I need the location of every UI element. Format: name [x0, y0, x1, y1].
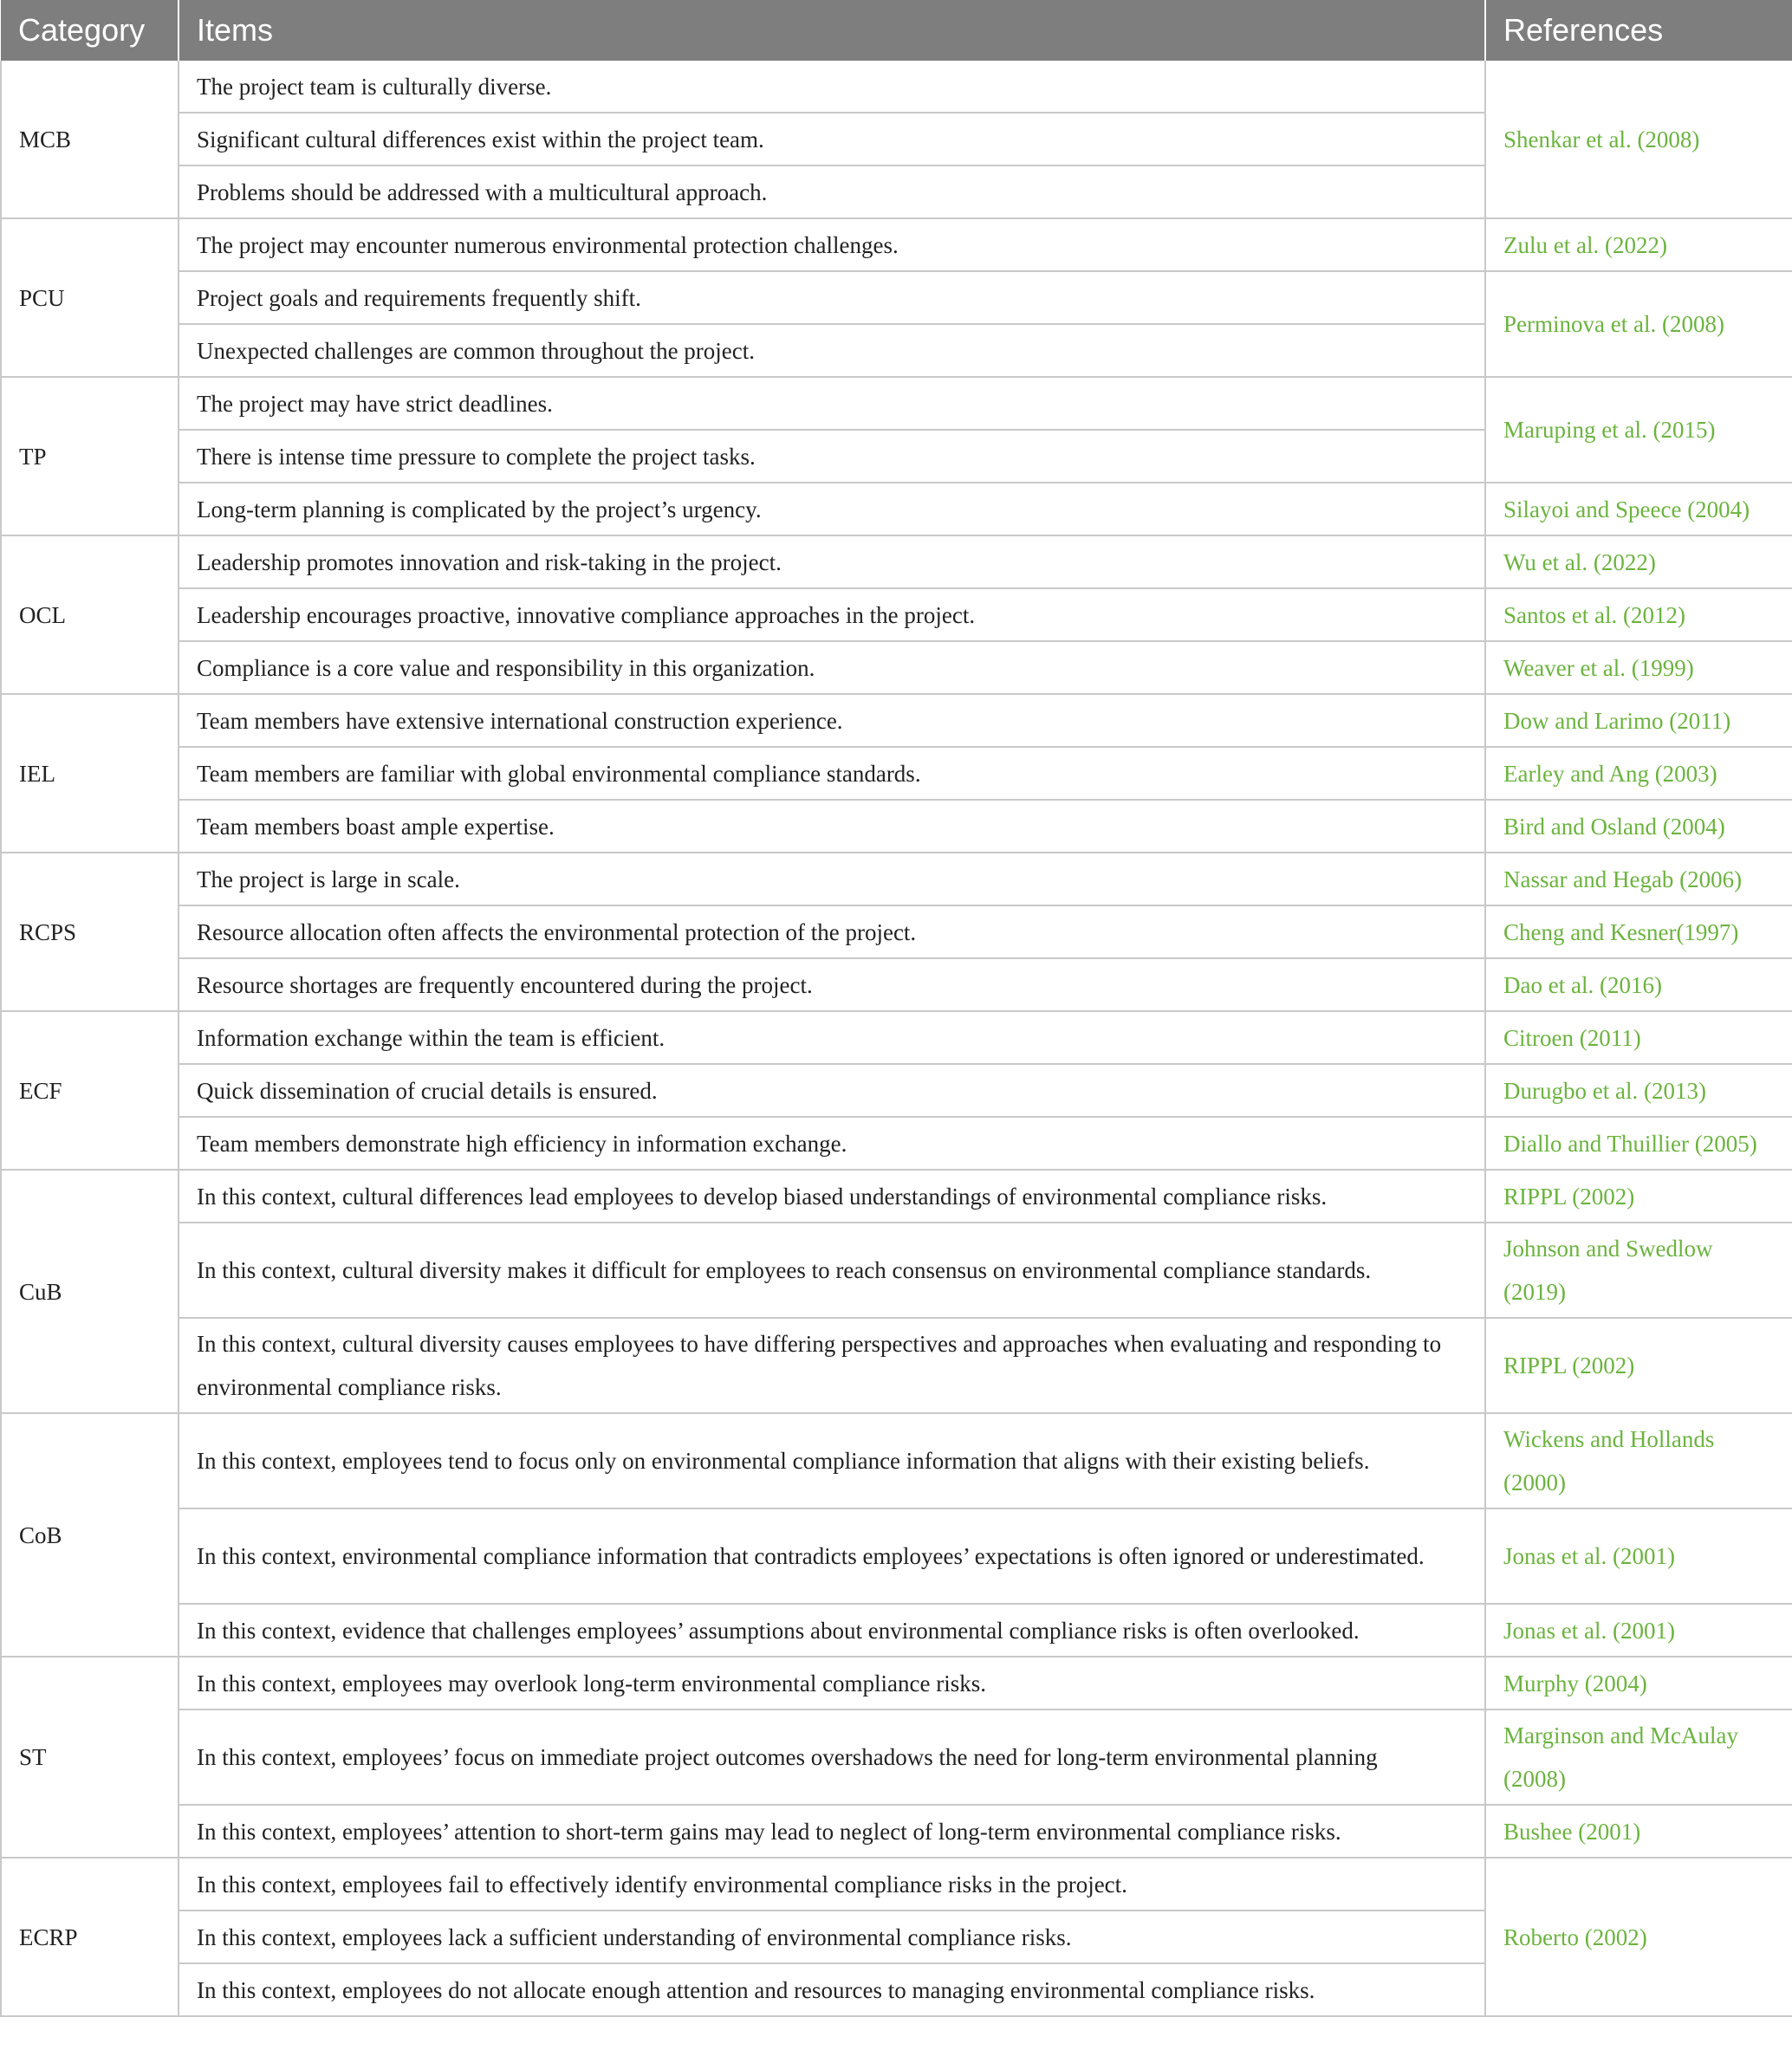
table-row: [1, 1709, 1792, 1805]
item-cell: Team members demonstrate high efficiency in information exchange.: [179, 1117, 1485, 1170]
item-cell: In this context, employees may overlook long-term environmental compliance risks.: [179, 1657, 1485, 1709]
reference-link[interactable]: Zulu et al. (2022): [1485, 218, 1792, 271]
reference-link[interactable]: RIPPL (2002): [1485, 1170, 1792, 1223]
table-row: [1, 535, 1792, 588]
category-cell: IEL: [1, 694, 179, 853]
header-category: Category: [1, 0, 179, 61]
category-cell: ST: [1, 1657, 179, 1858]
table-row: [1, 1318, 1792, 1413]
category-cell: CuB: [1, 1170, 179, 1413]
category-cell: MCB: [1, 61, 179, 218]
item-cell: In this context, evidence that challenges employees’ assumptions about environmental compliance risks is often overlooked.: [179, 1604, 1485, 1657]
item-cell: Team members are familiar with global environmental compliance standards.: [179, 747, 1485, 800]
item-cell: Information exchange within the team is efficient.: [179, 1011, 1485, 1064]
item-cell: Resource shortages are frequently encountered during the project.: [179, 958, 1485, 1011]
reference-link[interactable]: Nassar and Hegab (2006): [1485, 853, 1792, 905]
table-row: [1, 958, 1792, 1011]
item-cell: Leadership promotes innovation and risk-taking in the project.: [179, 535, 1485, 588]
reference-link[interactable]: Jonas et al. (2001): [1485, 1604, 1792, 1657]
table-row: [1, 483, 1792, 535]
item-cell: Significant cultural differences exist within the project team.: [179, 113, 1485, 165]
item-cell: In this context, environmental compliance information that contradicts employees’ expectations is often ignored or underestimated.: [179, 1508, 1485, 1604]
item-cell: The project team is culturally diverse.: [179, 61, 1485, 113]
category-cell: RCPS: [1, 853, 179, 1011]
table-row: [1, 853, 1792, 905]
table-row: [1, 218, 1792, 271]
table-row: [1, 1805, 1792, 1858]
reference-link[interactable]: Perminova et al. (2008): [1485, 271, 1792, 377]
item-cell: In this context, employees tend to focus only on environmental compliance information that aligns with their existing beliefs.: [179, 1413, 1485, 1508]
item-cell: Problems should be addressed with a multicultural approach.: [179, 165, 1485, 218]
reference-link[interactable]: Earley and Ang (2003): [1485, 747, 1792, 800]
item-cell: Long-term planning is complicated by the project’s urgency.: [179, 483, 1485, 535]
item-cell: Unexpected challenges are common throughout the project.: [179, 324, 1485, 377]
header-row: [1, 0, 1792, 61]
reference-link[interactable]: Weaver et al. (1999): [1485, 641, 1792, 694]
table-row: [1, 694, 1792, 747]
reference-link[interactable]: Roberto (2002): [1485, 1858, 1792, 2016]
table-row: [1, 1858, 1792, 1911]
item-cell: The project is large in scale.: [179, 853, 1485, 905]
item-cell: Resource allocation often affects the environmental protection of the project.: [179, 905, 1485, 958]
item-cell: Team members boast ample expertise.: [179, 800, 1485, 853]
table-row: [1, 1508, 1792, 1604]
table-row: [1, 1604, 1792, 1657]
table-row: [1, 641, 1792, 694]
item-cell: In this context, employees lack a sufficient understanding of environmental compliance risks.: [179, 1911, 1485, 1963]
table-row: [1, 1170, 1792, 1223]
reference-link[interactable]: Bushee (2001): [1485, 1805, 1792, 1858]
category-cell: OCL: [1, 535, 179, 694]
table-row: [1, 905, 1792, 958]
reference-link[interactable]: Shenkar et al. (2008): [1485, 61, 1792, 218]
item-cell: Team members have extensive international construction experience.: [179, 694, 1485, 747]
table-row: [1, 1413, 1792, 1508]
reference-link[interactable]: Dao et al. (2016): [1485, 958, 1792, 1011]
item-cell: In this context, cultural diversity causes employees to have differing perspectives and approaches when evaluating and responding to environmental compliance risks.: [179, 1318, 1485, 1413]
reference-link[interactable]: Marginson and McAulay (2008): [1485, 1709, 1792, 1805]
reference-link[interactable]: Wickens and Hollands (2000): [1485, 1413, 1792, 1508]
item-cell: The project may have strict deadlines.: [179, 377, 1485, 430]
table-row: [1, 1117, 1792, 1170]
table-row: [1, 1657, 1792, 1709]
item-cell: In this context, cultural differences lead employees to develop biased understandings of environmental compliance risks.: [179, 1170, 1485, 1223]
header-references: References: [1485, 0, 1792, 61]
item-cell: Quick dissemination of crucial details is ensured.: [179, 1064, 1485, 1117]
category-cell: TP: [1, 377, 179, 535]
reference-link[interactable]: Citroen (2011): [1485, 1011, 1792, 1064]
reference-link[interactable]: RIPPL (2002): [1485, 1318, 1792, 1413]
table-row: [1, 747, 1792, 800]
item-cell: The project may encounter numerous environmental protection challenges.: [179, 218, 1485, 271]
reference-link[interactable]: Johnson and Swedlow (2019): [1485, 1223, 1792, 1318]
item-cell: In this context, employees do not allocate enough attention and resources to managing environmental compliance risks.: [179, 1963, 1485, 2016]
table-row: [1, 271, 1792, 324]
table-row: [1, 1223, 1792, 1318]
item-cell: In this context, employees’ focus on immediate project outcomes overshadows the need for long-term environmental planning: [179, 1709, 1485, 1805]
reference-link[interactable]: Jonas et al. (2001): [1485, 1508, 1792, 1604]
reference-link[interactable]: Maruping et al. (2015): [1485, 377, 1792, 483]
reference-link[interactable]: Silayoi and Speece (2004): [1485, 483, 1792, 535]
reference-link[interactable]: Cheng and Kesner(1997): [1485, 905, 1792, 958]
reference-link[interactable]: Dow and Larimo (2011): [1485, 694, 1792, 747]
table-row: [1, 800, 1792, 853]
item-cell: In this context, employees fail to effectively identify environmental compliance risks in the project.: [179, 1858, 1485, 1911]
item-cell: Leadership encourages proactive, innovative compliance approaches in the project.: [179, 588, 1485, 641]
reference-link[interactable]: Santos et al. (2012): [1485, 588, 1792, 641]
item-cell: Compliance is a core value and responsibility in this organization.: [179, 641, 1485, 694]
item-cell: In this context, cultural diversity makes it difficult for employees to reach consensus on environmental compliance standards.: [179, 1223, 1485, 1318]
category-cell: CoB: [1, 1413, 179, 1657]
table-row: [1, 61, 1792, 113]
category-cell: ECF: [1, 1011, 179, 1170]
category-cell: ECRP: [1, 1858, 179, 2016]
reference-link[interactable]: Murphy (2004): [1485, 1657, 1792, 1709]
category-cell: PCU: [1, 218, 179, 377]
reference-link[interactable]: Diallo and Thuillier (2005): [1485, 1117, 1792, 1170]
table-row: [1, 377, 1792, 430]
table-row: [1, 1064, 1792, 1117]
reference-link[interactable]: Durugbo et al. (2013): [1485, 1064, 1792, 1117]
item-cell: In this context, employees’ attention to short-term gains may lead to neglect of long-term environmental compliance risks.: [179, 1805, 1485, 1858]
item-cell: Project goals and requirements frequently shift.: [179, 271, 1485, 324]
item-cell: There is intense time pressure to complete the project tasks.: [179, 430, 1485, 483]
table-row: [1, 588, 1792, 641]
reference-link[interactable]: Wu et al. (2022): [1485, 535, 1792, 588]
table-row: [1, 1011, 1792, 1064]
header-items: Items: [179, 0, 1485, 61]
reference-link[interactable]: Bird and Osland (2004): [1485, 800, 1792, 853]
